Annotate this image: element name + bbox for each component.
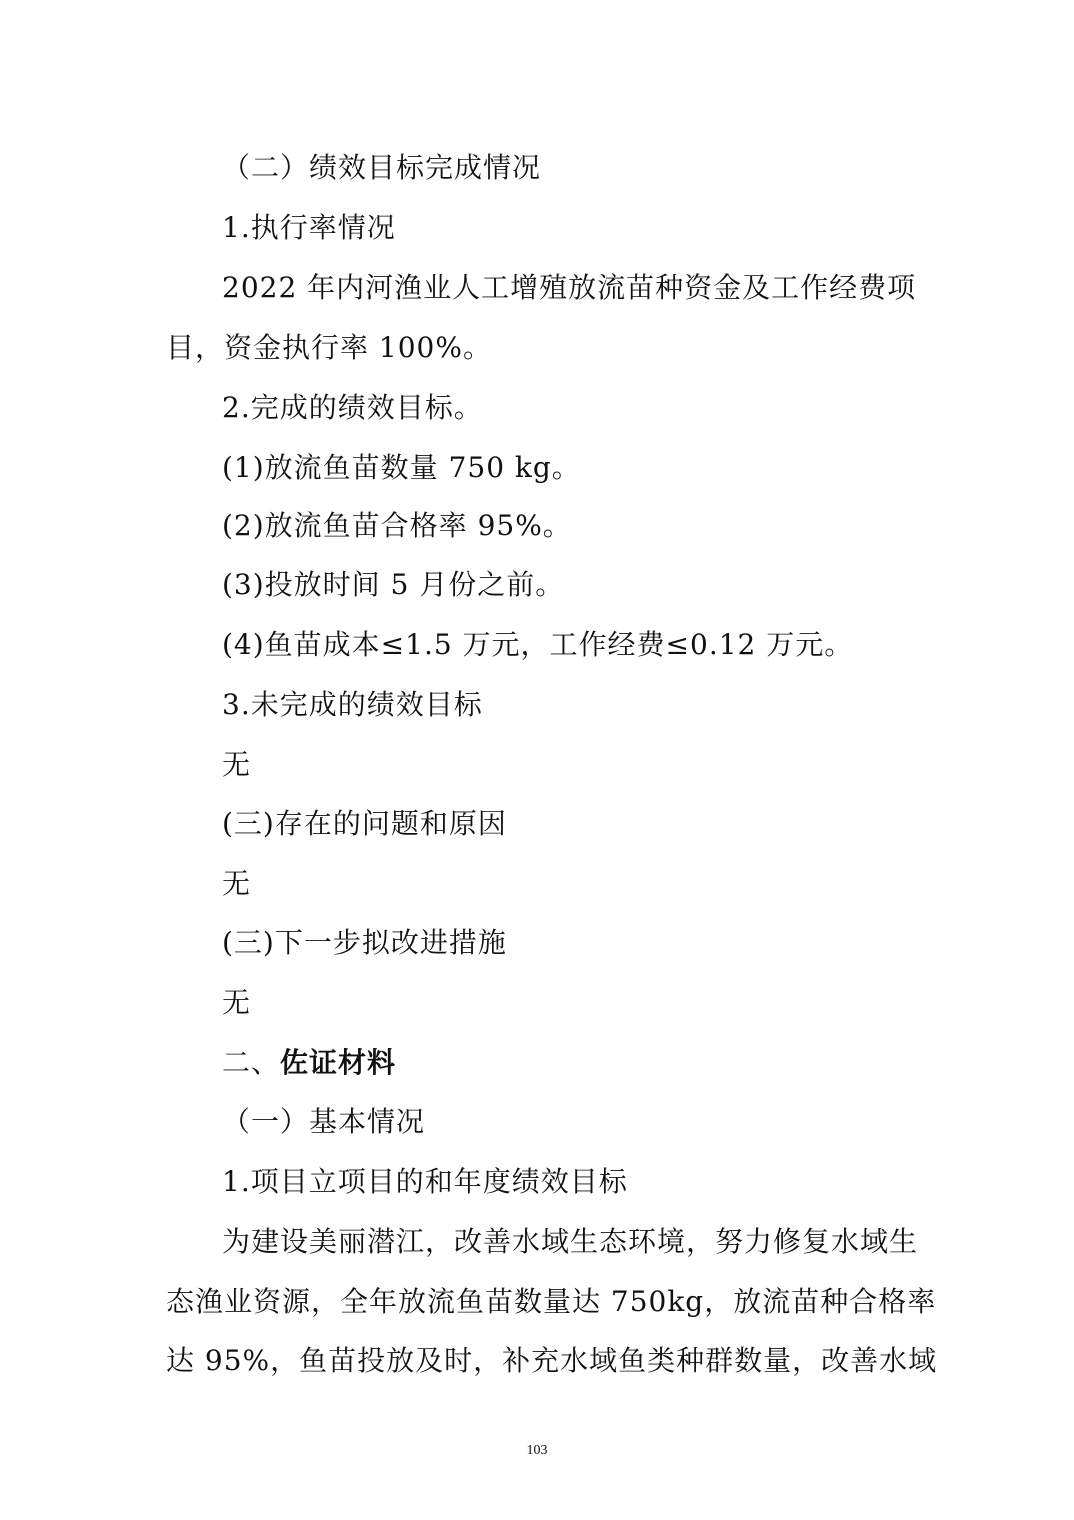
subheading-execution-rate: 1.执行率情况 [222, 211, 396, 244]
list-item: (3)投放时间 5 月份之前。 [222, 568, 565, 601]
section-heading-evidence [222, 1043, 396, 1083]
paragraph-line: 无 [222, 748, 252, 781]
page-number: 103 [526, 1443, 548, 1458]
subheading-uncompleted-goals: 3.未完成的绩效目标 [222, 688, 483, 721]
section-heading-performance-goals: （二）绩效目标完成情况 [222, 151, 542, 184]
subheading-project-purpose: 1.项目立项目的和年度绩效目标 [222, 1165, 628, 1198]
section-heading-basic-info: （一）基本情况 [222, 1105, 426, 1138]
list-item: (4)鱼苗成本≤1.5 万元，工作经费≤0.12 万元。 [222, 628, 854, 661]
paragraph-line: 2022 年内河渔业人工增殖放流苗种资金及工作经费项 [222, 271, 917, 304]
paragraph-line: 无 [222, 867, 252, 900]
subheading-completed-goals: 2.完成的绩效目标。 [222, 391, 483, 424]
paragraph-line: 达 95%，鱼苗投放及时，补充水域鱼类种群数量，改善水域 [166, 1344, 938, 1377]
paragraph-line: 为建设美丽潜江，改善水域生态环境，努力修复水域生 [222, 1225, 919, 1258]
list-item: (2)放流鱼苗合格率 95%。 [222, 509, 572, 542]
list-item: (1)放流鱼苗数量 750 kg。 [222, 451, 581, 484]
section-heading-improvements: (三)下一步拟改进措施 [222, 926, 507, 959]
paragraph-line: 态渔业资源，全年放流鱼苗数量达 750kg，放流苗种合格率 [166, 1285, 937, 1318]
heading-prefix: 二、 [222, 1046, 281, 1079]
paragraph-line: 目，资金执行率 100%。 [166, 331, 492, 364]
paragraph-line: 无 [222, 986, 252, 1019]
section-heading-problems: (三)存在的问题和原因 [222, 807, 507, 840]
heading-text: 佐证材料 [280, 1046, 397, 1079]
